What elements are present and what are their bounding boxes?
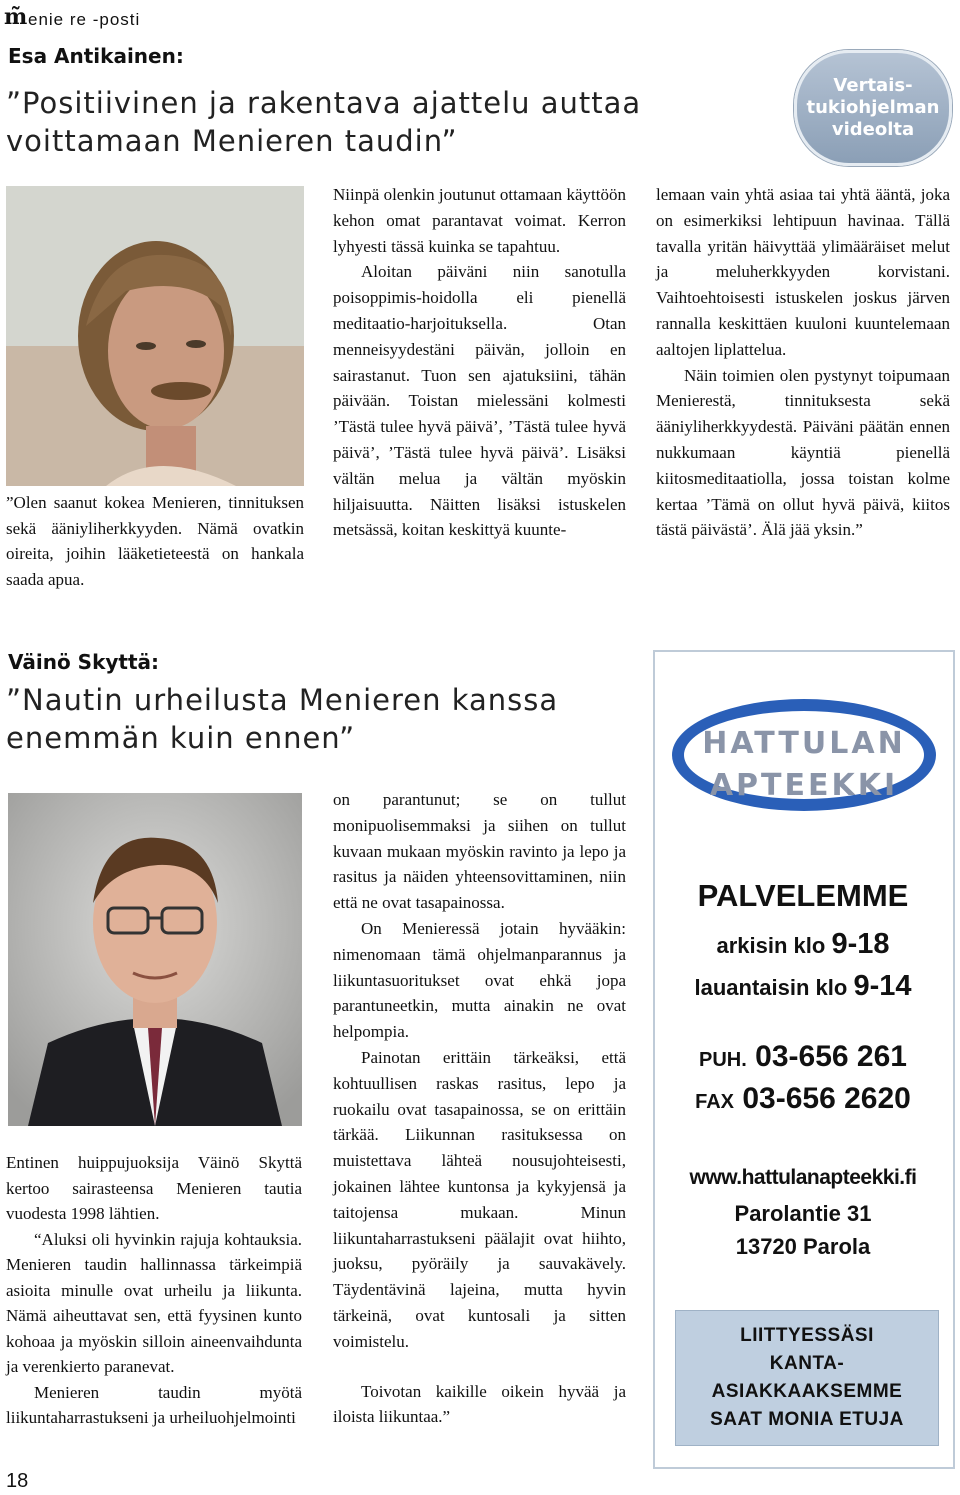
- weekday-label: arkisin klo: [716, 933, 826, 958]
- article2-author: Väinö Skyttä:: [8, 650, 160, 674]
- article2-caption: [6, 1150, 302, 1431]
- video-badge-line2: tukiohjelman: [806, 97, 940, 118]
- pharmacy-weekday-hours: [653, 928, 953, 961]
- saturday-hours-value: 9-14: [853, 970, 912, 1002]
- loyalty-promo: [675, 1310, 939, 1446]
- newsletter-title: enie re -posti: [28, 10, 141, 29]
- article1-column2: [333, 182, 626, 543]
- pharmacy-fax: [653, 1082, 953, 1116]
- video-badge-line1: Vertais-: [833, 75, 913, 96]
- article2-col2-para1: on parantunut; se on tullut monipuolisemmaksi ja siihen on tullut kuvaan mukaan myöskin ravinto ja lepo ja rasitus ja näiden yhteensovittaminen, niin että ne ovat tasapainossa.: [333, 790, 626, 913]
- video-badge-line3: videolta: [831, 119, 915, 140]
- newsletter-logo-mark: m̃: [4, 4, 28, 30]
- article1-author: Esa Antikainen:: [8, 44, 184, 68]
- video-badge: [794, 50, 952, 166]
- article2-title-line2: enemmän kuin ennen”: [6, 721, 356, 755]
- article2-title: [6, 681, 558, 757]
- article1-title-line1: ”Positiivinen ja rakentava ajattelu auttaa: [6, 86, 642, 120]
- fax-number: 03-656 2620: [742, 1082, 911, 1115]
- pharmacy-address-city: 13720 Parola: [735, 1234, 871, 1259]
- article2-caption-para3: Menieren taudin myötä liikuntaharrastukseni ja urheiluohjelmointi: [6, 1382, 302, 1427]
- article2-col2-para3: Painotan erittäin tärkeäksi, että kohtuullisen raskas rasitus, lepo ja ruokailu ovat tasapainossa, se on erittäin tärkää. Liikunnan rasituksessa on muistettava lähteä nousujohteisesti, jokainen lähtee kuntonsa ja kykyjensä ja taitojensa mukaan. Minun liikuntaharrastukseni päälajit ovat hiihto, juoksu, pyöräily ja sauvakävely. Täydentävinä lajeina, mutta hyvin tärkeinä, ovat kuntosali ja sitten voimistelu.: [333, 1047, 626, 1351]
- pharmacy-serve-heading: PALVELEMME: [697, 878, 909, 913]
- article2-col2-para4: Toivotan kaikille oikein hyvää ja iloista liikuntaa.”: [333, 1381, 626, 1427]
- pharmacy-saturday-hours: [653, 970, 953, 1003]
- pharmacy-phone: [653, 1040, 953, 1074]
- phone-number: 03-656 261: [755, 1040, 907, 1073]
- article1-caption: ”Olen saanut kokea Menieren, tinnituksen sekä ääniyliherkkyyden. Nämä ovatkin oireita, joihin lääketieteestä on hankala saada apua.: [6, 493, 304, 589]
- fax-label: FAX: [695, 1091, 735, 1113]
- page-number: 18: [6, 1470, 29, 1492]
- article2-column2: [333, 787, 626, 1430]
- article1-col2-para1: Niinpä olenkin joutunut ottamaan käyttöön kehon omat parantavat voimat. Kerron lyhyesti tässä kuinka se tapahtuu.: [333, 185, 626, 256]
- promo-line3: ASIAKKAAKSEMME: [711, 1381, 903, 1402]
- promo-line4: SAAT MONIA ETUJA: [710, 1409, 904, 1430]
- article1-column3: [656, 182, 950, 543]
- pharmacy-logo: [668, 695, 940, 815]
- saturday-label: lauantaisin klo: [694, 975, 848, 1000]
- promo-line2: KANTA-: [769, 1353, 845, 1374]
- article2-caption-para2: “Aluksi oli hyvinkin rajuja kohtauksia. Menieren taudin hallinnassa tärkeimpiä asioita minulle ovat urheilu ja liikunta. Nämä aiheuttavat sen, että fyysinen kunto kohoaa ja myöskin silloin aineenvaihdunta ja verenkierto paranevat.: [6, 1229, 302, 1376]
- article2-photo: [8, 793, 302, 1126]
- article1-col2-para2: Aloitan päiväni niin sanotulla poisoppimis-hoidolla eli pienellä meditaatio-harjoituksella. Otan menneisyydestäni päivän, jolloin en sairastanut. Tuon sen ajatuksiini, tähän päivään. Toistan mielessäni kolmesti ’Tästä tulee hyvä päivä’, ’Tästä tulee hyvä päivä’, ’Tästä tulee hyvä päivä’. Lisäksi vältän melua ja vältän myöskin hiljaisuutta. Näitten lisäksi istuskelen metsässä, koitan keskittyä kuunte-: [333, 262, 626, 540]
- weekday-hours-value: 9-18: [831, 928, 890, 960]
- pharmacy-logo-bottom: APTEEKKI: [709, 768, 899, 803]
- article1-col3-para1: lemaan vain yhtä asiaa tai yhtä ääntä, joka on esimerkiksi lehtipuun havinaa. Tällä tavalla yritän häivyttää ylimääräiset melut ja meluherkkyyden korvistani. Vaihtoehtoisesti istuskelen joskus järven rannalla keskittäen kuuloni kuuntelemaan aaltojen liplattelua.: [656, 185, 950, 359]
- promo-line1: LIITTYESSÄSI: [740, 1325, 874, 1346]
- phone-label: PUH.: [699, 1049, 747, 1071]
- article2-title-line1: ”Nautin urheilusta Menieren kanssa: [6, 683, 559, 717]
- pharmacy-address-street: Parolantie 31: [734, 1201, 872, 1226]
- article2-col2-para2: On Menieressä jotain hyvääkin: nimenomaan tämä ohjelmanparannus ja liikuntasuoritukset ovat ehkä jopa parantuneetkin, mutta ainakin ne ovat helpompia.: [333, 918, 626, 1042]
- article2-caption-para1: Entinen huippujuoksija Väinö Skyttä kertoo sairasteensa Menieren tautia vuodesta 1998 lähtien.: [6, 1153, 302, 1223]
- pharmacy-logo-top: HATTULAN: [702, 726, 906, 761]
- pharmacy-website[interactable]: www.hattulanapteekki.fi: [689, 1166, 917, 1189]
- article1-photo: [6, 186, 304, 486]
- article1-title: [6, 84, 641, 160]
- article1-title-line2: voittamaan Menieren taudin”: [6, 124, 458, 158]
- article1-col3-para2: Näin toimien olen pystynyt toipumaan Menierestä, tinnituksesta sekä ääniyliherkkyydestä. Päiväni päätän ennen nukkumaan käyntiä pienellä kiitosmeditaatiolla, jossa toistan kolme kertaa ’Tämä on ollut hyvä päivä, kiitos tästä päivästä’. Älä jää yksin.”: [656, 365, 950, 540]
